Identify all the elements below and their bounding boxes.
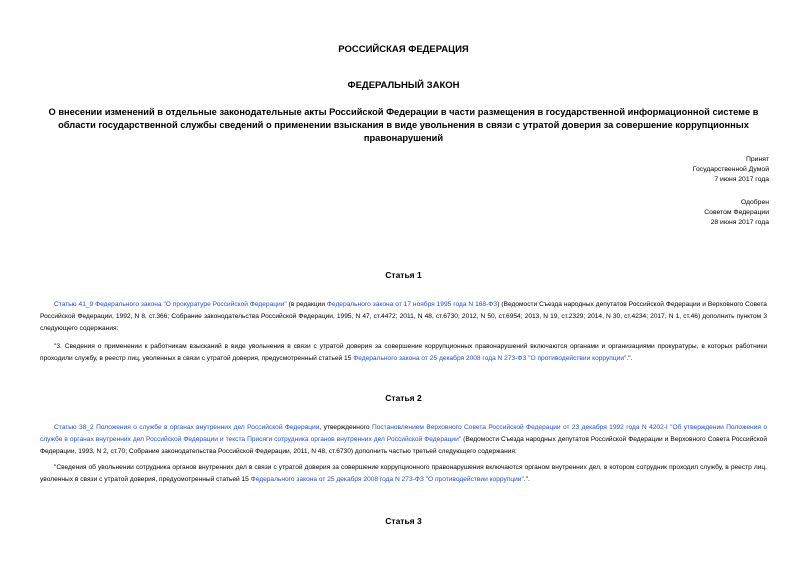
article-1-heading: Статья 1 [385,270,422,280]
article-2-text-2: (Ведомости Съезда народных депутатов Российской Федерации и Верховного Совета Российской Федерации, 1993, N 2, ст.70; Собрание законодательства Российской Федерации, 2011, N 48, ст.6730) дополнить частью третьей следующего содержания: [40,436,767,455]
article-2-link-regulation[interactable]: Статью 38_2 Положения о службе в органах внутренних дел Российской Федерации [54,424,320,431]
law-title: О внесении изменений в отдельные законодательные акты Российской Федерации в части размещения в государственной информационной системе в области государственной службы сведений о применении взыскания в виде увольнения в связи с утратой доверия за совершение коррупционных правонарушений [48,107,759,143]
article-1-quote [40,341,767,365]
article-2-text: , утвержденного [319,424,372,431]
article-2-heading: Статья 2 [385,393,422,403]
article-2-link-resolution[interactable]: Постановлением Верховного Совета Российской Федерации от 23 декабря 1992 года N 4202-I "Об утверждении Положения о службе в органах внутренних дел Российской Федерации и текста Присяги сотрудника органов внутренних дел Российской Федерации" [40,424,768,443]
accepted-date: 7 июня 2017 года [714,176,769,183]
article-1-quote-text: "3. Сведения о применении к работникам взысканий в виде увольнения в связи с утратой доверия за совершение коррупционных правонарушений включаются органами и организациями прокуратуры, в которых работники проходили службу, в реестр лиц, уволенных в связи с утратой доверия, предусмотренный статьей 15 [40,343,767,362]
article-1-quote-link[interactable]: Федерального закона от 25 декабря 2008 года N 273-ФЗ "О противодействии коррупции" [353,355,627,362]
adoption-block [693,155,769,185]
article-1-paragraph [40,299,767,335]
article-2-quote-link[interactable]: Федерального закона от 25 декабря 2008 года N 273-ФЗ "О противодействии коррупции" [250,476,524,483]
article-1-quote-end: .". [626,355,633,362]
article-2-paragraph [40,422,767,458]
accepted-by: Государственной Думой [692,166,769,173]
accepted-label: Принят [745,156,769,163]
article-1-text: (в редакции [286,301,327,308]
article-2-quote-end: .". [523,476,530,483]
article-3-heading: Статья 3 [385,516,422,526]
approved-date: 28 июня 2017 года [710,219,769,226]
article-1-text-2: ) (Ведомости Съезда народных депутатов Российской Федерации и Верховного Совета Российской Федерации, 1992, N 8, ст.366; Собрание законодательства Российской Федерации, 1995, N 47, ст.4472; 2011, N 48, ст.6730; 2012, N 50, ст.6954; 2013, N 19, ст.2329; 2014, N 30, ст.4234; 2017, N 1, ст.46) дополнить пунктом 3 следующего содержания: [40,301,767,332]
article-2-quote [40,462,767,486]
law-type-heading: ФЕДЕРАЛЬНЫЙ ЗАКОН [347,80,460,91]
article-1-link-amendment[interactable]: Федерального закона от 17 ноября 1995 года N 168-ФЗ [326,301,498,308]
approved-label: Одобрен [740,199,769,206]
approval-block [704,198,769,228]
article-1-link-law[interactable]: Статью 41_9 Федерального закона "О прокуратуре Российской Федерации" [54,301,287,308]
approved-by: Советом Федерации [704,209,769,216]
article-2-quote-text: "Сведения об увольнении сотрудника органов внутренних дел в связи с утратой доверия за совершение коррупционного правонарушения включаются органом внутренних дел, в котором сотрудник проходил службу, в реестр лиц, уволенных в связи с утратой доверия, предусмотренный статьей 15 [40,464,767,483]
country-heading: РОССИЙСКАЯ ФЕДЕРАЦИЯ [338,44,469,55]
